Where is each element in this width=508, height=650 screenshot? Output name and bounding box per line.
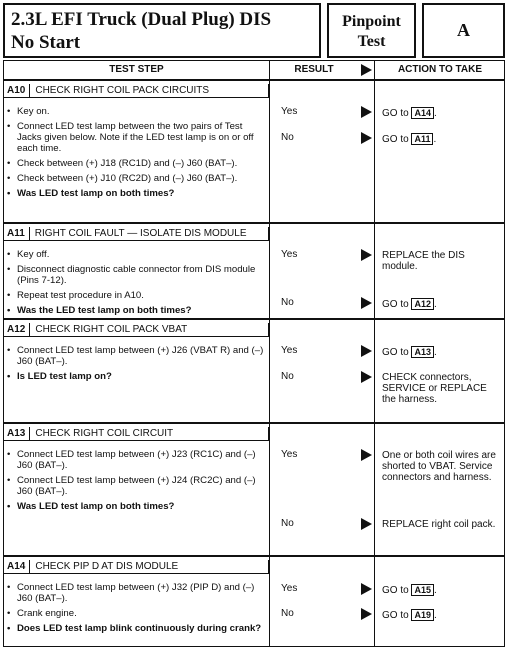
- step-ref-box: A15: [411, 584, 434, 596]
- result-yes: Yes: [281, 345, 298, 356]
- arrow-icon: [361, 449, 372, 461]
- action-go-to: GO to A15 .: [382, 585, 437, 596]
- result-yes: Yes: [281, 106, 298, 117]
- step-item: • Repeat test procedure in A10.: [6, 290, 264, 301]
- result-yes: Yes: [281, 249, 298, 260]
- arrow-icon: [361, 608, 372, 620]
- action-text: REPLACE right coil pack.: [382, 519, 496, 530]
- arrow-icon: [361, 371, 372, 383]
- result-no: No: [281, 132, 294, 143]
- step-item: • Connect LED test lamp between (+) J26 (VBAT R) and (–) J60 (BAT–).: [6, 345, 264, 367]
- section-title: CHECK PIP D AT DIS MODULE: [35, 561, 179, 572]
- section-divider: [3, 422, 505, 424]
- step-item: • Crank engine.: [6, 608, 264, 619]
- action-go-to: GO to A14 .: [382, 108, 437, 119]
- arrow-icon: [361, 132, 372, 144]
- step-item: • Check between (+) J18 (RC1D) and (–) J60 (BAT–).: [6, 158, 264, 169]
- step-question: • Was the LED test lamp on both times?: [6, 305, 264, 316]
- header-rule: [3, 79, 505, 81]
- step-item: • Check between (+) J10 (RC2D) and (–) J60 (BAT–).: [6, 173, 264, 184]
- result-no: No: [281, 371, 294, 382]
- section-a11-steps: [6, 249, 264, 320]
- action-go-to: GO to A19 .: [382, 610, 437, 621]
- step-question: • Was LED test lamp on both times?: [6, 501, 264, 512]
- section-id: A10: [4, 84, 30, 98]
- section-a13-steps: [6, 449, 264, 516]
- result-yes: Yes: [281, 583, 298, 594]
- section-a12-steps: [6, 345, 264, 386]
- section-id: A11: [4, 227, 30, 241]
- section-a10-label: [4, 84, 269, 98]
- result-yes: Yes: [281, 449, 298, 460]
- section-a13-label: [4, 427, 269, 441]
- step-item: • Key off.: [6, 249, 264, 260]
- step-ref-box: A13: [411, 346, 434, 358]
- section-title: CHECK RIGHT COIL PACK VBAT: [35, 324, 188, 335]
- arrow-icon: [361, 249, 372, 261]
- title-line-1: 2.3L EFI Truck (Dual Plug) DIS: [11, 9, 272, 30]
- section-a12-label: [4, 323, 269, 337]
- arrow-icon: [361, 64, 372, 76]
- section-id: A13: [4, 427, 30, 441]
- section-title: CHECK RIGHT COIL PACK CIRCUITS: [35, 85, 210, 96]
- column-header-action: ACTION TO TAKE: [397, 64, 483, 75]
- document-title: [3, 3, 321, 58]
- section-divider: [3, 222, 505, 224]
- test-letter-box: A: [422, 3, 505, 58]
- section-a10-steps: [6, 106, 264, 203]
- section-a14-steps: [6, 582, 264, 638]
- result-no: No: [281, 518, 294, 529]
- section-title: CHECK RIGHT COIL CIRCUIT: [35, 428, 174, 439]
- title-line-2: No Start: [11, 32, 81, 53]
- column-header-result: RESULT: [294, 64, 334, 75]
- section-title: RIGHT COIL FAULT — ISOLATE DIS MODULE: [34, 228, 247, 239]
- step-ref-box: A19: [411, 609, 434, 621]
- action-go-to: GO to A13 .: [382, 347, 437, 358]
- action-go-to: GO to A11 .: [382, 134, 437, 145]
- step-question: • Was LED test lamp on both times?: [6, 188, 264, 199]
- pinpoint-line-1: Pinpoint: [342, 13, 401, 30]
- action-go-to: GO to A12 .: [382, 299, 437, 310]
- section-divider: [3, 555, 505, 557]
- action-text: CHECK connectors, SERVICE or REPLACE the harness.: [382, 372, 487, 405]
- arrow-icon: [361, 583, 372, 595]
- step-ref-box: A12: [411, 298, 434, 310]
- section-id: A12: [4, 323, 30, 337]
- column-divider: [269, 60, 270, 647]
- step-question: • Is LED test lamp on?: [6, 371, 264, 382]
- action-text: One or both coil wires are shorted to VBAT. Service connectors and harness.: [382, 450, 496, 483]
- result-no: No: [281, 297, 294, 308]
- arrow-icon: [361, 297, 372, 309]
- step-item: • Key on.: [6, 106, 264, 117]
- step-item: • Connect LED test lamp between the two pairs of Test Jacks given below. Note if the LED test lamp is on or off each time.: [6, 121, 264, 154]
- step-item: • Disconnect diagnostic cable connector from DIS module (Pins 7-12).: [6, 264, 264, 286]
- section-divider: [3, 318, 505, 320]
- action-text: REPLACE the DIS module.: [382, 250, 465, 272]
- step-ref-box: A14: [411, 107, 434, 119]
- column-header-test-step: TEST STEP: [109, 64, 164, 75]
- section-a14-label: [4, 560, 269, 574]
- pinpoint-test-box: [327, 3, 416, 58]
- step-item: • Connect LED test lamp between (+) J32 (PIP D) and (–) J60 (BAT–).: [6, 582, 264, 604]
- result-no: No: [281, 608, 294, 619]
- arrow-icon: [361, 518, 372, 530]
- step-ref-box: A11: [411, 133, 433, 145]
- step-item: • Connect LED test lamp between (+) J23 (RC1C) and (–) J60 (BAT–).: [6, 449, 264, 471]
- section-id: A14: [4, 560, 30, 574]
- step-question: • Does LED test lamp blink continuously during crank?: [6, 623, 264, 634]
- arrow-icon: [361, 106, 372, 118]
- column-divider: [374, 60, 375, 647]
- step-item: • Connect LED test lamp between (+) J24 (RC2C) and (–) J60 (BAT–).: [6, 475, 264, 497]
- arrow-icon: [361, 345, 372, 357]
- section-a11-label: [4, 227, 269, 241]
- pinpoint-line-2: Test: [357, 33, 386, 50]
